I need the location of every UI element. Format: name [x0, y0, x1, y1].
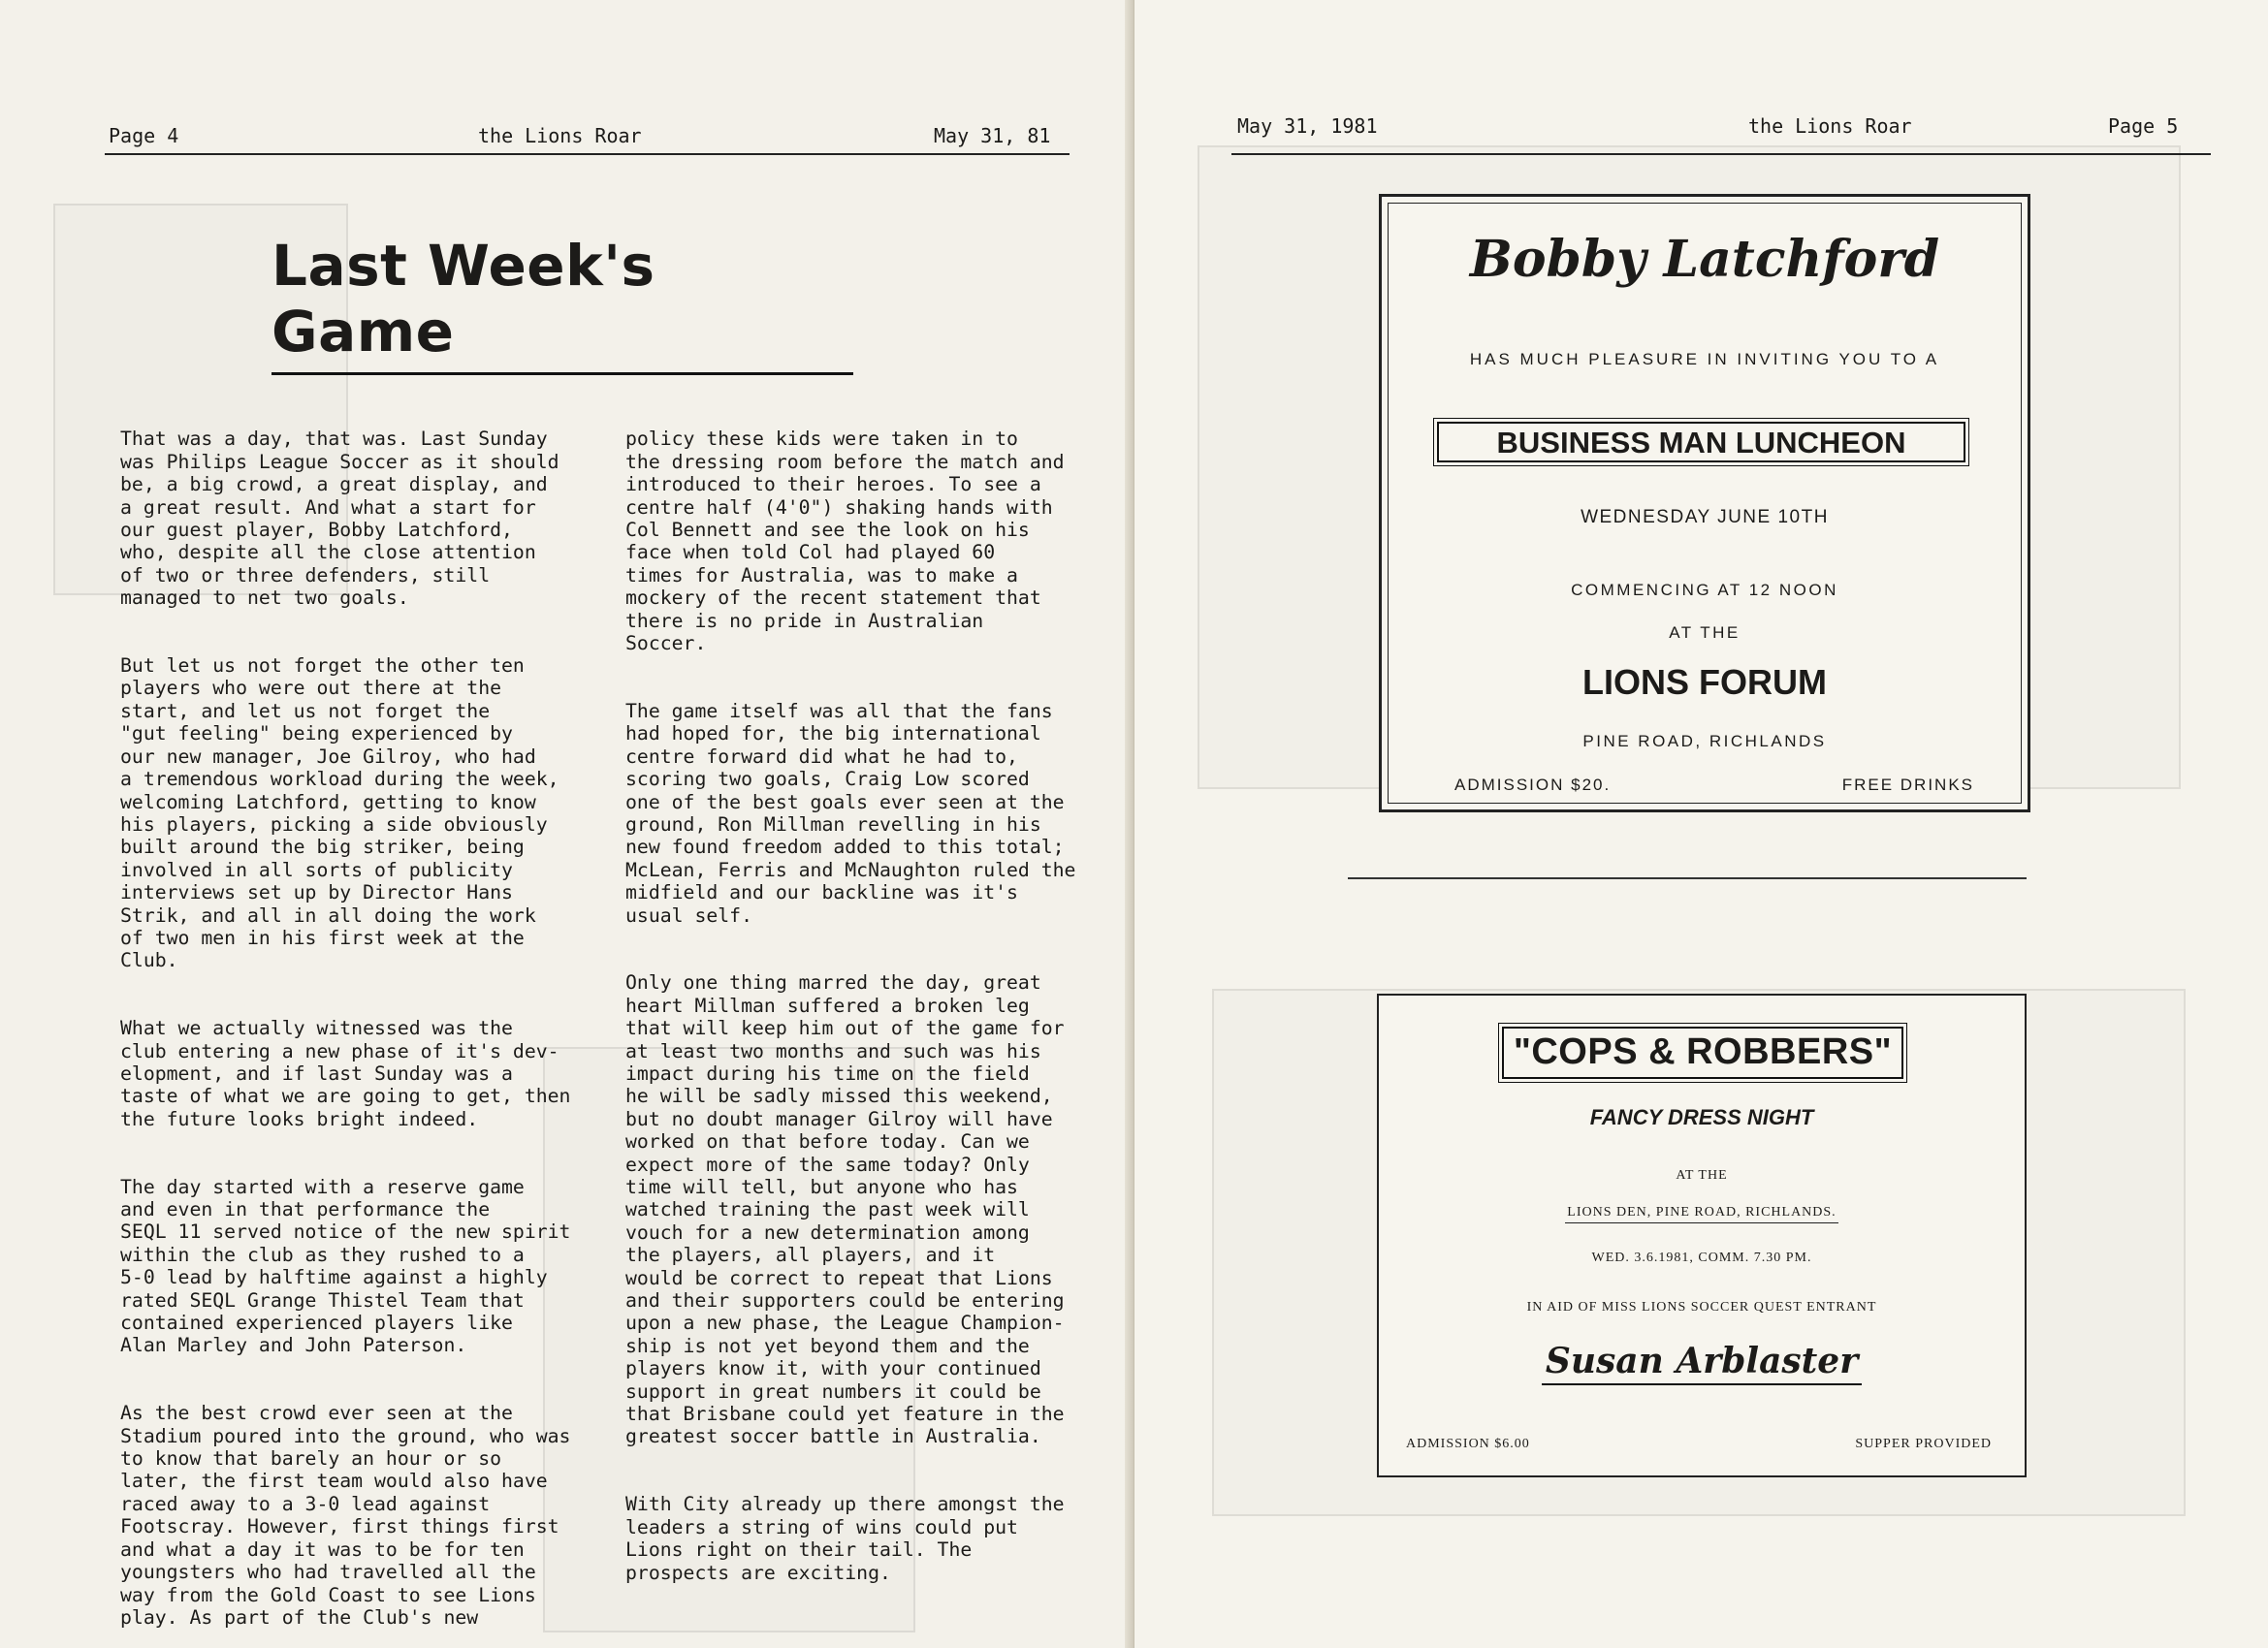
luncheon-title-box [1437, 422, 1965, 462]
luncheon-venue: LIONS FORUM [1582, 662, 1827, 702]
paragraph: As the best crowd ever seen at the Stadium poured into the ground, who was to know that barely an hour or so later, the first team would also have raced away to a 3-0 lead against Footscray. However, first things first and what a day it was to be for ten youngsters who had travelled all the way from the Gold Coast to see Lions play. As part of the Club's new [120, 1402, 571, 1629]
paragraph: What we actually witnessed was the club entering a new phase of it's dev- elopment, and if last Sunday was a taste of what we are going to get, then the future looks bright indeed. [120, 1017, 571, 1130]
paragraph: Only one thing marred the day, great heart Millman suffered a broken leg that will keep him out of the game for at least two months and such was his impact during his time on the field he will be sadly missed this weekend, but no doubt manager Gilroy will have worked on that before today. Can we expect more of the same today? Only time will tell, but anyone who has watched training the past week will vouch for a new determination among the players, all players, and it would be correct to repeat that Lions and their supporters could be entering upon a new phase, the League Champion- ship is not yet beyond them and the players know it, with your continued support in great numbers it could be that Brisbane could yet feature in the greatest soccer battle in Australia. [625, 971, 1065, 1448]
paragraph: That was a day, that was. Last Sunday was Philips League Soccer as it should be, a big crowd, a great display, and a great result. And what a start for our guest player, Bobby Latchford, who, despite all the close attention of two or three defenders, still managed to net two goals. [120, 428, 559, 610]
paragraph: With City already up there amongst the leaders a string of wins could put Lions right on their tail. The prospects are exciting. [625, 1493, 1065, 1584]
fancy-dress-subtitle: FANCY DRESS NIGHT [1589, 1105, 1814, 1129]
paragraph: But let us not forget the other ten players who were out there at the start, and let us not forget the "gut feeling" being experienced by our new manager, Joe Gilroy, who had a tremendous workload during the week, welcoming Latchford, getting to know his players, picking a side obviously built around the big striker, being involved in all sorts of publicity interviews set up by Director Hans Strik, and all in all doing the work of two men in his first week at the Club. [120, 654, 559, 972]
article-headline: Last Week's Game [272, 233, 853, 375]
entrant-name: Susan Arblaster [1542, 1341, 1862, 1385]
luncheon-date: WEDNESDAY JUNE 10TH [1581, 507, 1829, 527]
fancy-dress-title: "COPS & ROBBERS" [1513, 1031, 1893, 1072]
paragraph: policy these kids were taken in to the dressing room before the match and introduced to their heroes. To see a centre half (4'0") shaking hands with Col Bennett and see the look on his face when told Col had played 60 times for Australia, was to make a mockery of the recent statement that there is no pride in Australian Soccer. [625, 428, 1065, 655]
issue-date: May 31, 81 [934, 124, 1051, 147]
section-divider [1348, 877, 2027, 879]
luncheon-time: COMMENCING AT 12 NOON [1571, 581, 1838, 599]
host-name: Bobby Latchford [1469, 230, 1940, 289]
luncheon-inner-border [1388, 203, 2022, 804]
fancy-dress-supper: SUPPER PROVIDED [1855, 1437, 1992, 1451]
page-number: Page 4 [109, 124, 179, 147]
fancy-dress-admission: ADMISSION $6.00 [1406, 1437, 1530, 1451]
right-page-header [1231, 114, 2211, 155]
luncheon-invitation [1379, 194, 2030, 812]
luncheon-admission: ADMISSION $20. [1454, 776, 1612, 794]
article-column-2 [625, 405, 1125, 1629]
fancy-dress-venue: LIONS DEN, PINE ROAD, RICHLANDS. [1565, 1205, 1837, 1223]
luncheon-at: AT THE [1669, 623, 1741, 642]
article-column-1 [120, 405, 605, 1648]
luncheon-address: PINE ROAD, RICHLANDS [1582, 732, 1827, 750]
fancy-dress-flyer [1377, 994, 2027, 1477]
left-page-header [105, 114, 1070, 155]
entrant-wrap [1379, 1341, 2025, 1381]
fancy-dress-cause: IN AID OF MISS LIONS SOCCER QUEST ENTRANT [1526, 1300, 1877, 1315]
luncheon-drinks: FREE DRINKS [1841, 776, 1974, 794]
fancy-dress-venue-wrap [1379, 1201, 2025, 1220]
luncheon-title: BUSINESS MAN LUNCHEON [1496, 426, 1906, 460]
left-page [0, 0, 1130, 1648]
fancy-dress-at: AT THE [1676, 1168, 1728, 1183]
publication-name: the Lions Roar [1748, 114, 1912, 138]
publication-name: the Lions Roar [478, 124, 642, 147]
invite-line: HAS MUCH PLEASURE IN INVITING YOU TO A [1469, 350, 1940, 368]
paragraph: The game itself was all that the fans had hoped for, the big international centre forward did what he had to, scoring two goals, Craig Low scored one of the best goals ever seen at the ground, Ron Millman revelling in his new found freedom added to this total; McLean, Ferris and McNaughton ruled the midfield and our backline was it's usual self. [625, 699, 1076, 927]
fancy-dress-datetime: WED. 3.6.1981, COMM. 7.30 PM. [1591, 1251, 1812, 1265]
paragraph: The day started with a reserve game and even in that performance the SEQL 11 served notice of the new spirit within the club as they rushed to a 5-0 lead by halftime against a highly rated SEQL Grange Thistel Team that contained experienced players like Alan Marley and John Paterson. [120, 1175, 571, 1357]
page-number: Page 5 [2108, 114, 2179, 138]
fancy-dress-title-box [1502, 1027, 1903, 1079]
issue-date: May 31, 1981 [1237, 114, 1378, 138]
